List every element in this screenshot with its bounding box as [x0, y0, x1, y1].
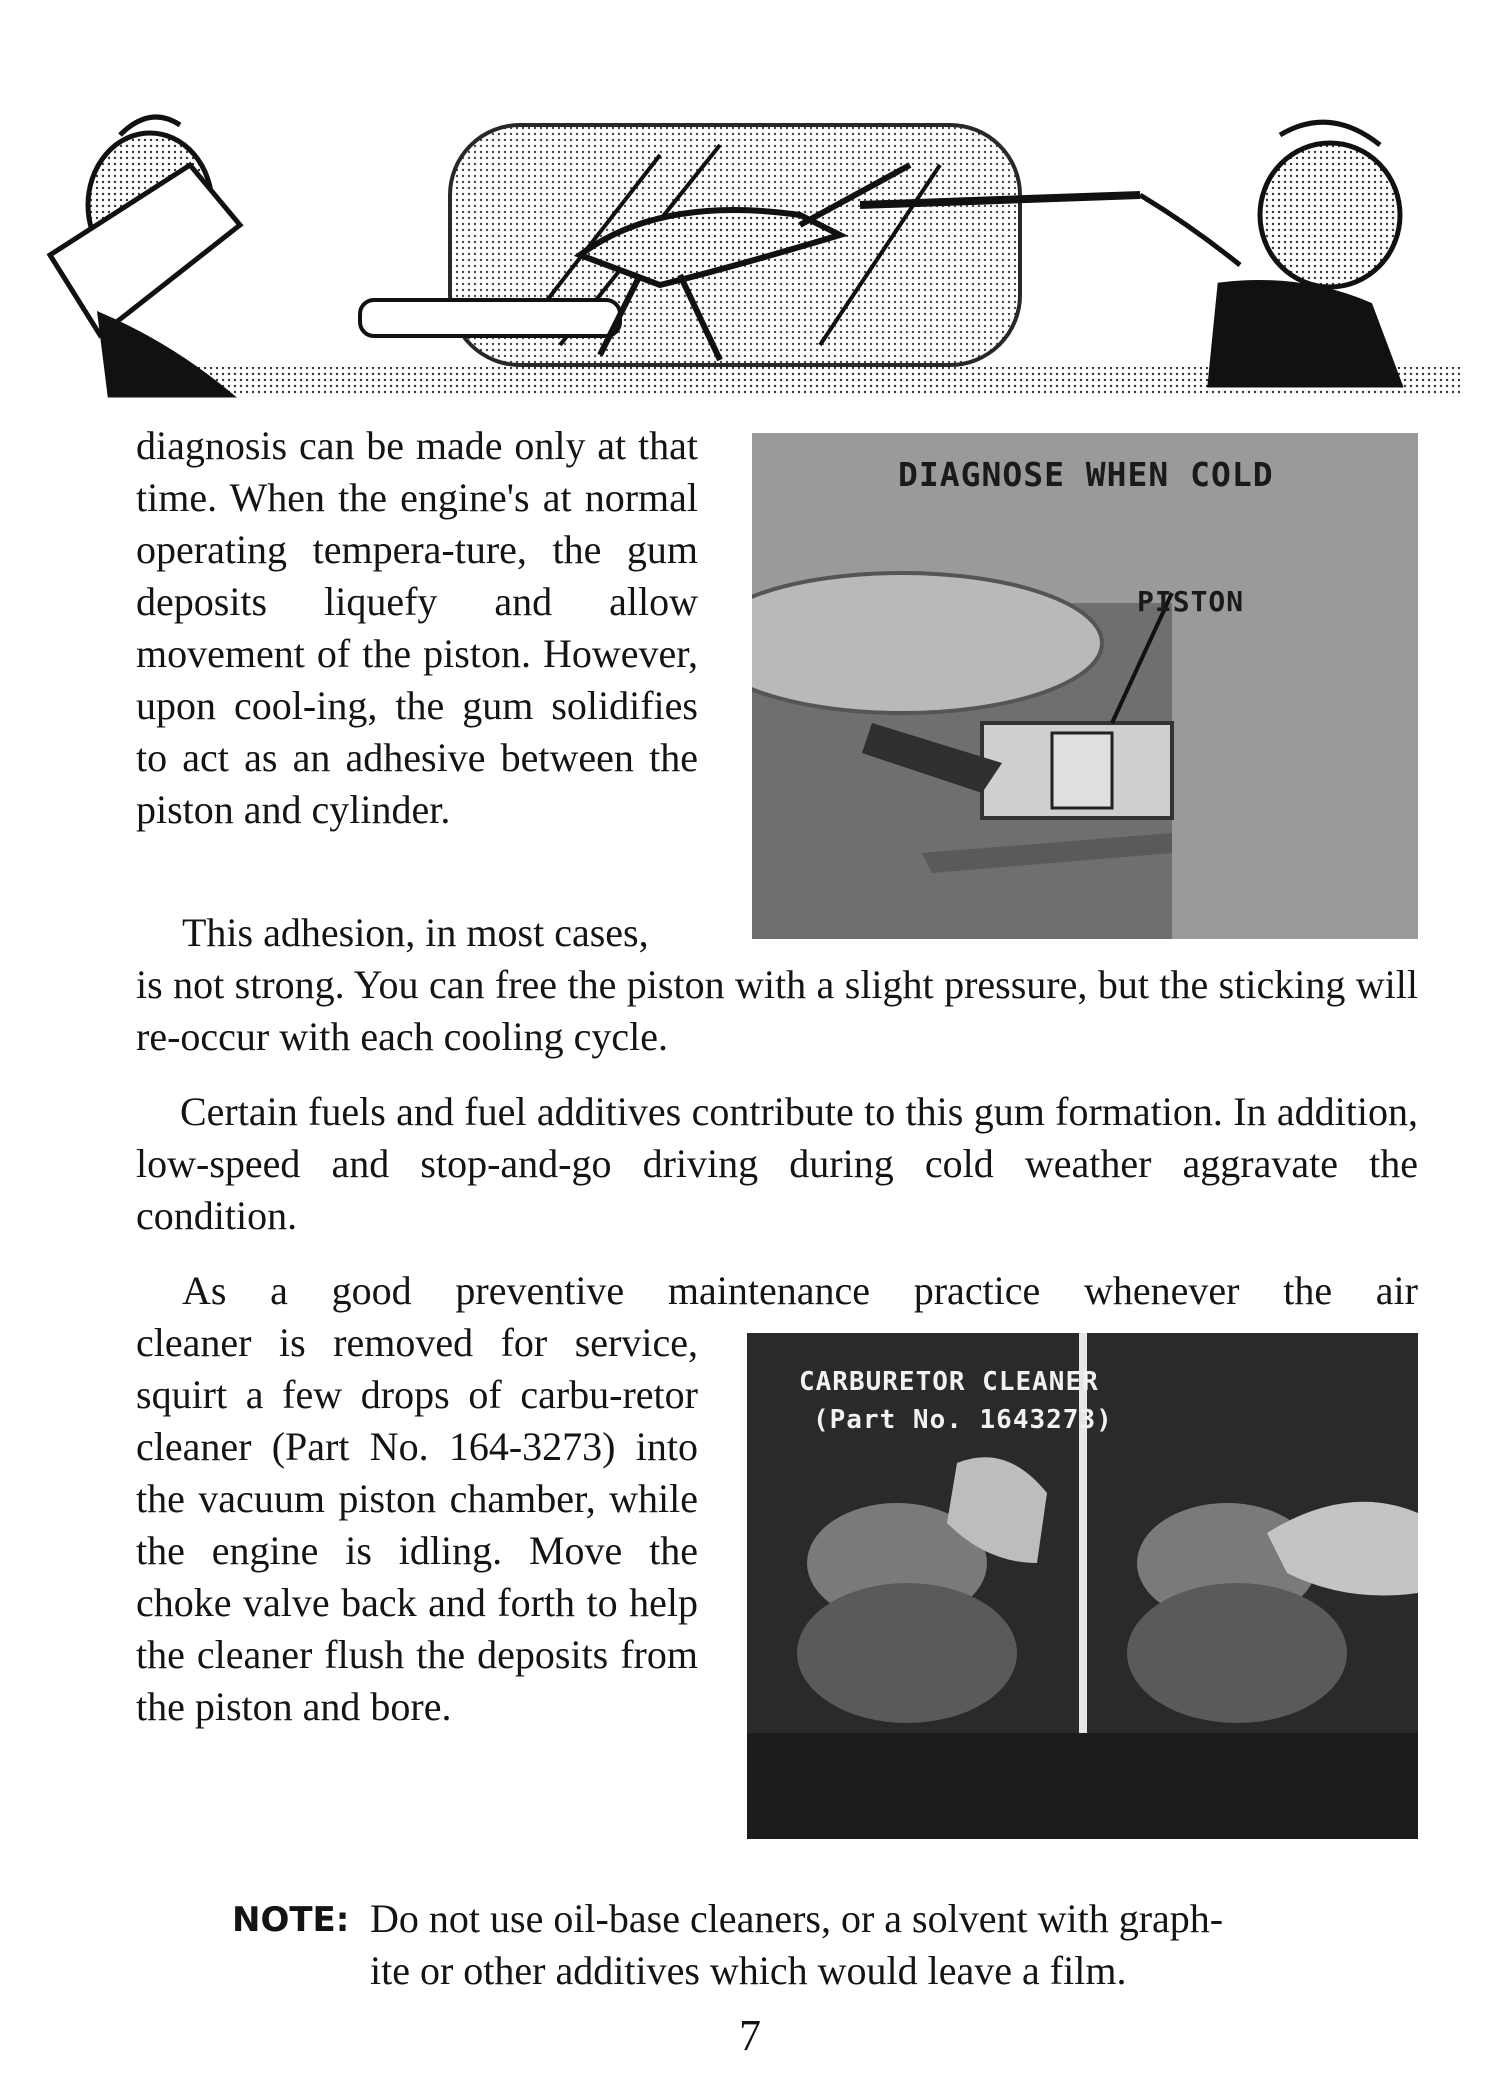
figure-1-title: DIAGNOSE WHEN COLD — [898, 455, 1274, 494]
note-line-1: Do not use oil-base cleaners, or a solvent with graph- — [370, 1896, 1224, 1941]
paragraph-1: diagnosis can be made only at that time. When the engine's at normal operating tempera-ture, the gum deposits liquefy and allow movement of the piston. However, upon cool-ing, the gum solidifies to act as an adhesive between the piston and cylinder. — [136, 423, 698, 832]
cartoon-illustration — [40, 95, 1460, 415]
paragraph-2-start: This adhesion, in most cases, — [182, 910, 649, 955]
paragraph-3: Certain fuels and fuel additives contribute to this gum formation. In addition, low-speed and stop-and-go driving during cold weather aggravate the condition. — [136, 1089, 1418, 1238]
figure-carburetor-cleaner — [747, 1333, 1418, 1839]
piston-callout: PISTON — [1137, 585, 1245, 618]
paragraph-2-rest: is not strong. You can free the piston with a slight pressure, but the sticking will re-occur with each cooling cycle. — [136, 962, 1418, 1059]
figure-diagnose-when-cold — [752, 433, 1418, 939]
figure-2-caption-line-1: CARBURETOR CLEANER — [799, 1367, 1099, 1397]
note-line-2: ite or other additives which would leave a film. — [370, 1948, 1127, 1993]
page-number: 7 — [739, 2011, 761, 2060]
paragraph-4-rest: cleaner is removed for service, squirt a few drops of carbu-retor cleaner (Part No. 164-3273) into the vacuum piston chamber, while the engine is idling. Move the choke valve back and forth to help the cleaner flush the deposits from the piston and bore. — [136, 1320, 698, 1729]
note-label: NOTE: — [232, 1900, 350, 1940]
paragraph-4-start: As a good preventive maintenance practice whenever the air — [182, 1268, 1418, 1313]
figure-2-caption-line-2: (Part No. 1643273) — [813, 1405, 1113, 1435]
